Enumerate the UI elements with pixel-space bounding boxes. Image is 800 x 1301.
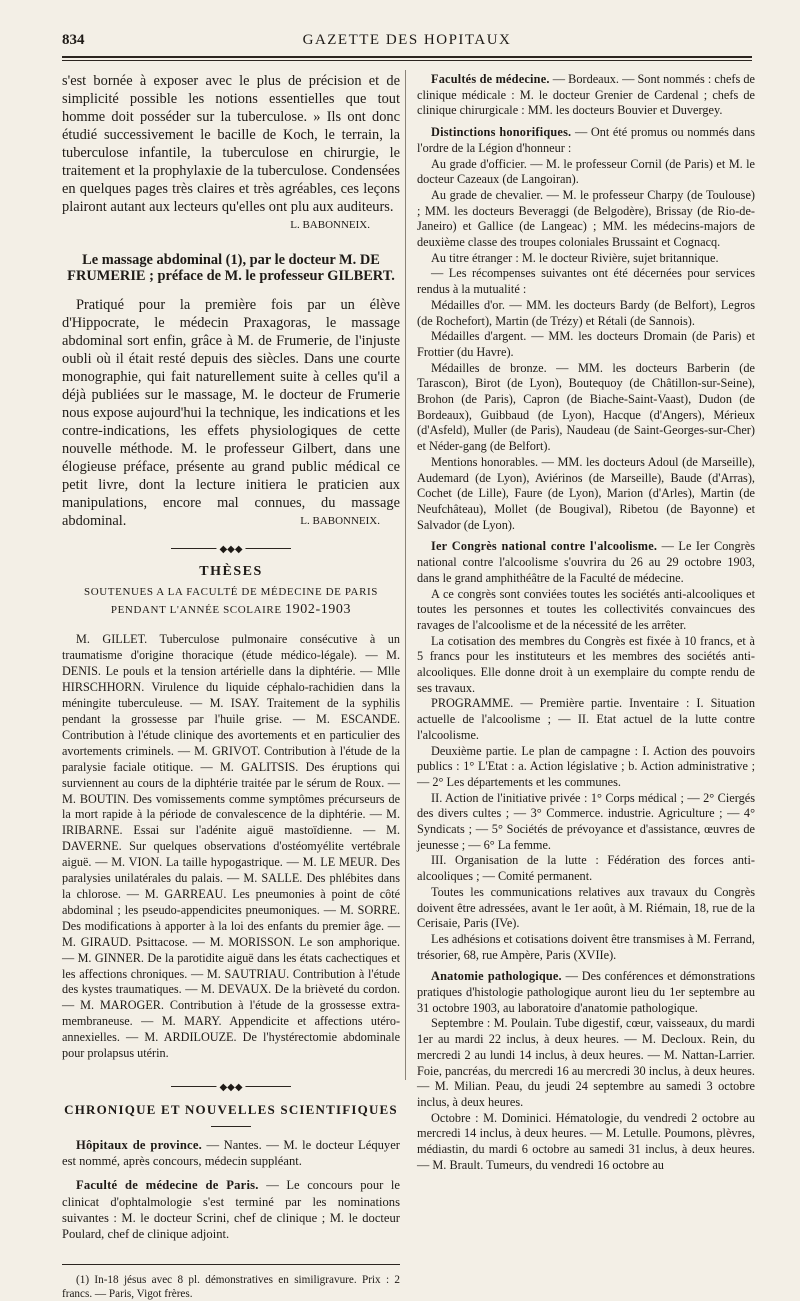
faculte-paris-lead: Faculté de médecine de Paris. [76,1178,259,1193]
mentions-honorables: Mentions honorables. — MM. les docteurs Adoul (de Marseille), Audemard (de Lyon), Aviérinos (de Marseille), Baude (d'Arras), Cochet (de Lille), Faure (de Lyon), Marion (d'Arles), Martin (de Neufchâteau), Mollet (de Bougival), Ribetou (de Bayonne) et Salvador (de Lyon). [417,454,755,532]
theses-subheading: SOUTENUES A LA FACULTÉ DE MÉDECINE DE PARIS [84,586,378,599]
header-double-rule [62,56,752,61]
congres-alcoolisme-item: Ier Congrès national contre l'alcoolisme. — Le Ier Congrès national contre l'alcoolisme s'ouvrira du 26 au 29 octobre 1903, dans le grand amphithéâtre de la Faculté de médecine. [417,539,756,585]
section-ornament: ◆◆◆ [171,542,291,556]
congres-organisation: III. Organisation de la lutte : Fédération des forces anti-alcooliques ; — Comité permanent. [417,853,755,884]
congres-initiative-privee: II. Action de l'initiative privée : 1° Corps médical ; — 2° Ciergés des divers cultes ; — 3° Commerce. industrie. Agriculture ; — 4° Syndicats ; — 5° Sociétés de prévoyance et d'assistance, œuvres de jeunesse ; — 6° La femme. [417,790,755,852]
hopitaux-province-lead: Hôpitaux de province. [76,1138,202,1153]
congres-paragraph-3: La cotisation des membres du Congrès est fixée à 10 francs, et à 5 francs pour les instituteurs et les membres des sociétés anti-alcooliques. Elle donne droit à un exemplaire du compte rendu de ses travaux. [417,633,755,695]
facultes-medecine-lead: Facultés de médecine. [431,72,550,86]
recompenses-intro: — Les récompenses suivantes ont été décernées pour services rendus à la mutualité : [417,266,755,297]
page-header [62,28,752,54]
grade-chevalier: Au grade de chevalier. — M. le professeur Charpy (de Toulouse) ; MM. les docteurs Beveraggi (de Belgodère), Brissay (de Rio-de-Janeiro) et Gallice (de Langeac) ; MM. les médecins-majors de deuxième classe des troupes coloniales Brussaint et Cognacq. [417,187,755,250]
massage-article-title: Le massage abdominal (1), par le docteur M. DE FRUMERIE ; préface de M. le professeur GILBERT. [67,252,395,285]
right-column [417,72,755,1174]
theses-list: M. GILLET. Tuberculose pulmonaire consécutive à un traumatisme d'origine thoracique (étude médico-légale). — M. DENIS. Le pouls et la tension artérielle dans la diphtérie. — Mlle HIRSCHHORN. Virulence du liquide céphalo-rachidien dans la méningite tuberculeuse. — M. ISAY. Traitement de la syphilis pendant la grossesse par l'huile grise. — M. ESCANDE. Contribution à l'étude clinique des avortements et en particulier des avortements criminels. — M. GRIVOT. Contribution à l'étude de la paralysie faciale otitique. — M. GALITSIS. Des éruptions qui surviennent au cours de la diphtérie traitée par le sérum de Roux. — M. BOUTIN. Des vomissements comme symptômes précurseurs de la mort rapide à la période de convalescence de la diphtérie. — M. IRIBARNE. Essai sur l'adénite aiguë mastoïdienne. — M. DAVERNE. Sur quelques observations d'ostéomyélite vertébrale aiguë. — M. VION. La taille hypogastrique. — M. LE MEUR. Des paralysies unilatérales du palais. — M. SALLE. Des phlébites dans la chlorose. — M. GARREAU. Les pneumonies à point de côté abdominal ; les pseudo-appendicites pneumoniques. — M. SORRE. Des modifications à apporter à la loi des enfants du premier âge. — M. GIRAUD. Psittacose. — M. MORISSON. Le son amphorique. — M. GINNER. De la parotidite aiguë dans les états cachectiques et les affections chroniques. — M. SAUTRIAU. Contribution à l'étude des kystes traumatiques. — M. DEVAUX. De la brièveté du cordon. — M. MAROGER. Contribution à l'étude de la grossesse extra-membraneuse. — M. MARY. Appendicite et affections utéro-annexielles. — M. ARDILOUZE. De l'hystérectomie abdominale pour prolapsus utérin. [62,632,400,1061]
facultes-medecine-item: Facultés de médecine. — Bordeaux. — Sont nommés : chefs de clinique médicale : M. le docteur Grenier de Cardenal ; chefs de clinique chirurgicale : MM. les docteurs Bouvier et Duvergey. [417,72,756,118]
congres-deuxieme-partie: Deuxième partie. Le plan de campagne : I. Action des pouvoirs publics : 1° L'Etat : a. Action législative ; b. Action administrative ; — 2° Les départements et les communes. [417,743,755,789]
left-column [62,72,400,1301]
chronique-heading: CHRONIQUE ET NOUVELLES SCIENTIFIQUES [64,1101,398,1117]
congres-communications: Toutes les communications relatives aux travaux du Congrès doivent être adressées, avant le 1er août, à M. Riémain, 18, rue de la Cerisaie, Paris (IVe). [417,884,755,931]
grade-officier: Au grade d'officier. — M. le professeur Cornil (de Paris) et M. le docteur Cazeaux (de Langoiran). [417,156,755,187]
chronique-rule [211,1126,251,1127]
anatomie-septembre: Septembre : M. Poulain. Tube digestif, cœur, vaisseaux, du mardi 1er au mardi 22 inclus, à deux heures. — M. Decloux. Rein, du mercredi 2 au lundi 14 inclus, à deux heures. — M. Nattan-Larrier. Foie, pancréas, du mercredi 16 au mercredi 30 inclus, à deux heures. — M. Milian. Peau, du jeudi 24 septembre au samedi 3 octobre inclus, à deux heures. [417,1016,755,1109]
theses-year: 1902-1903 [285,602,352,618]
footnote-rule [62,1264,400,1265]
distinctions-item: Distinctions honorifiques. — Ont été promus ou nommés dans l'ordre de la Légion d'honneur : [417,125,756,155]
anatomie-pathologique-lead: Anatomie pathologique. [431,969,562,984]
congres-paragraph-2: A ce congrès sont conviées toutes les sociétés anti-alcooliques et toutes les personnes et toutes les collectivités convaincues des ravages de l'alcoolisme et de la nécessité de les arrêter. [417,586,755,632]
medailles-bronze: Médailles de bronze. — MM. les docteurs Barberin (de Tarascon), Birot (de Lyon), Boutequoy (de Châtillon-sur-Seine), Brohon (de Paris), Capron (de Biache-Saint-Vaast), Dudon (de Bordeaux), Guibbaud (de Lyon), Hacque (d'Angers), Mérieux (d'Asfeld), Muller (de Paris), Naudeau (de Saint-Georges-sur-Cher) et Néder-gang (de Belfort). [417,360,755,454]
titre-etranger: Au titre étranger : M. le docteur Rivière, sujet britannique. [431,250,719,265]
column-divider [405,70,406,1080]
congres-adhesions: Les adhésions et cotisations doivent être transmises à M. Ferrand, trésorier, 68, rue Ampère, Paris (XVIIe). [417,931,755,962]
medailles-argent: Médailles d'argent. — MM. les docteurs Dromain (de Paris) et Frottier (du Havre). [417,329,755,359]
page-number: 834 [62,32,85,48]
faculte-paris-item: Faculté de médecine de Paris. — Le concours pour le clinicat d'ophtalmologie s'est terminé par les nominations suivantes : M. le docteur Scrini, chef de clinique ; M. le docteur Poulard, chef de clinique adjoint. [62,1178,400,1242]
congres-alcoolisme-lead: Ier Congrès national contre l'alcoolisme. [431,539,658,554]
theses-period: PENDANT L'ANNÉE SCOLAIRE 1902-1903 [110,602,352,618]
theses-heading: THÈSES [199,564,263,580]
congres-programme: PROGRAMME. — Première partie. Inventaire : I. Situation actuelle de l'alcoolisme ; — II. Etat actuel de la lutte contre l'alcoolisme. [417,696,755,742]
journal-title: GAZETTE DES HOPITAUX [302,32,512,48]
footnote: (1) In-18 jésus avec 8 pl. démonstratives en similigravure. Prix : 2 francs. — Paris, Vigot frères. [62,1274,400,1301]
intro-paragraph: s'est bornée à exposer avec le plus de précision et de simplicité possible les notions essentielles que tout homme doit posséder sur la tuberculose. » Ils ont donc étudié successivement le bacille de Koch, le terrain, la tuberculose infantile, la tuberculose en chirurgie, le traitement et la prophylaxie de la tuberculose. Condensées en quelques pages très claires et très agréables, ces leçons plairont autant aux lecteurs qu'elles ont plu aux auditeurs. L. BABONNEIX. [62,72,400,216]
section-ornament-2: ◆◆◆ [171,1080,291,1094]
medailles-or: Médailles d'or. — MM. les docteurs Bardy (de Belfort), Legros (de Rochefort), Martin (de Trézy) et Rétali (de Sannois). [417,297,755,328]
hopitaux-province-item: Hôpitaux de province. — Nantes. — M. le docteur Léquyer est nommé, après concours, médecin suppléant. [62,1138,400,1169]
distinctions-lead: Distinctions honorifiques. [431,125,572,140]
massage-article-body: Pratiqué pour la première fois par un élève d'Hippocrate, le médecin Praxagoras, le massage abdominal sort enfin, grâce à M. de Frumerie, de l'injuste oubli où il était resté depuis des siècles. Dans une courte monographie, qui fait naturellement suite à celles qu'il a déjà publiées sur le massage, M. le docteur de Frumerie nous expose aujourd'hui la technique, les indications et les contre-indications, les effets physiologiques de cette nouvelle méthode. M. le professeur Gilbert, dans une élogieuse préface, présente au grand public médical ce petit livre, dont la lecture initiera le praticien aux manipulations, encore mal connues, du massage abdominal. L. BABONNEIX. [62,297,400,530]
anatomie-octobre: Octobre : M. Dominici. Hématologie, du vendredi 2 octobre au mercredi 14 inclus, à deux heures. — M. Letulle. Poumons, plèvres, médiastin, du mardi 6 octobre au samedi 31 inclus, à deux heures. — M. Brault. Tumeurs, du vendredi 16 octobre au [417,1110,755,1172]
anatomie-pathologique-item: Anatomie pathologique. — Des conférences et démonstrations pratiques d'histologie pathologique auront lieu du 1er septembre au 31 octobre 1903, au laboratoire d'anatomie pathologique. [417,969,755,1015]
intro-signature: L. BABONNEIX. [290,219,370,231]
massage-signature: L. BABONNEIX. [300,515,380,528]
